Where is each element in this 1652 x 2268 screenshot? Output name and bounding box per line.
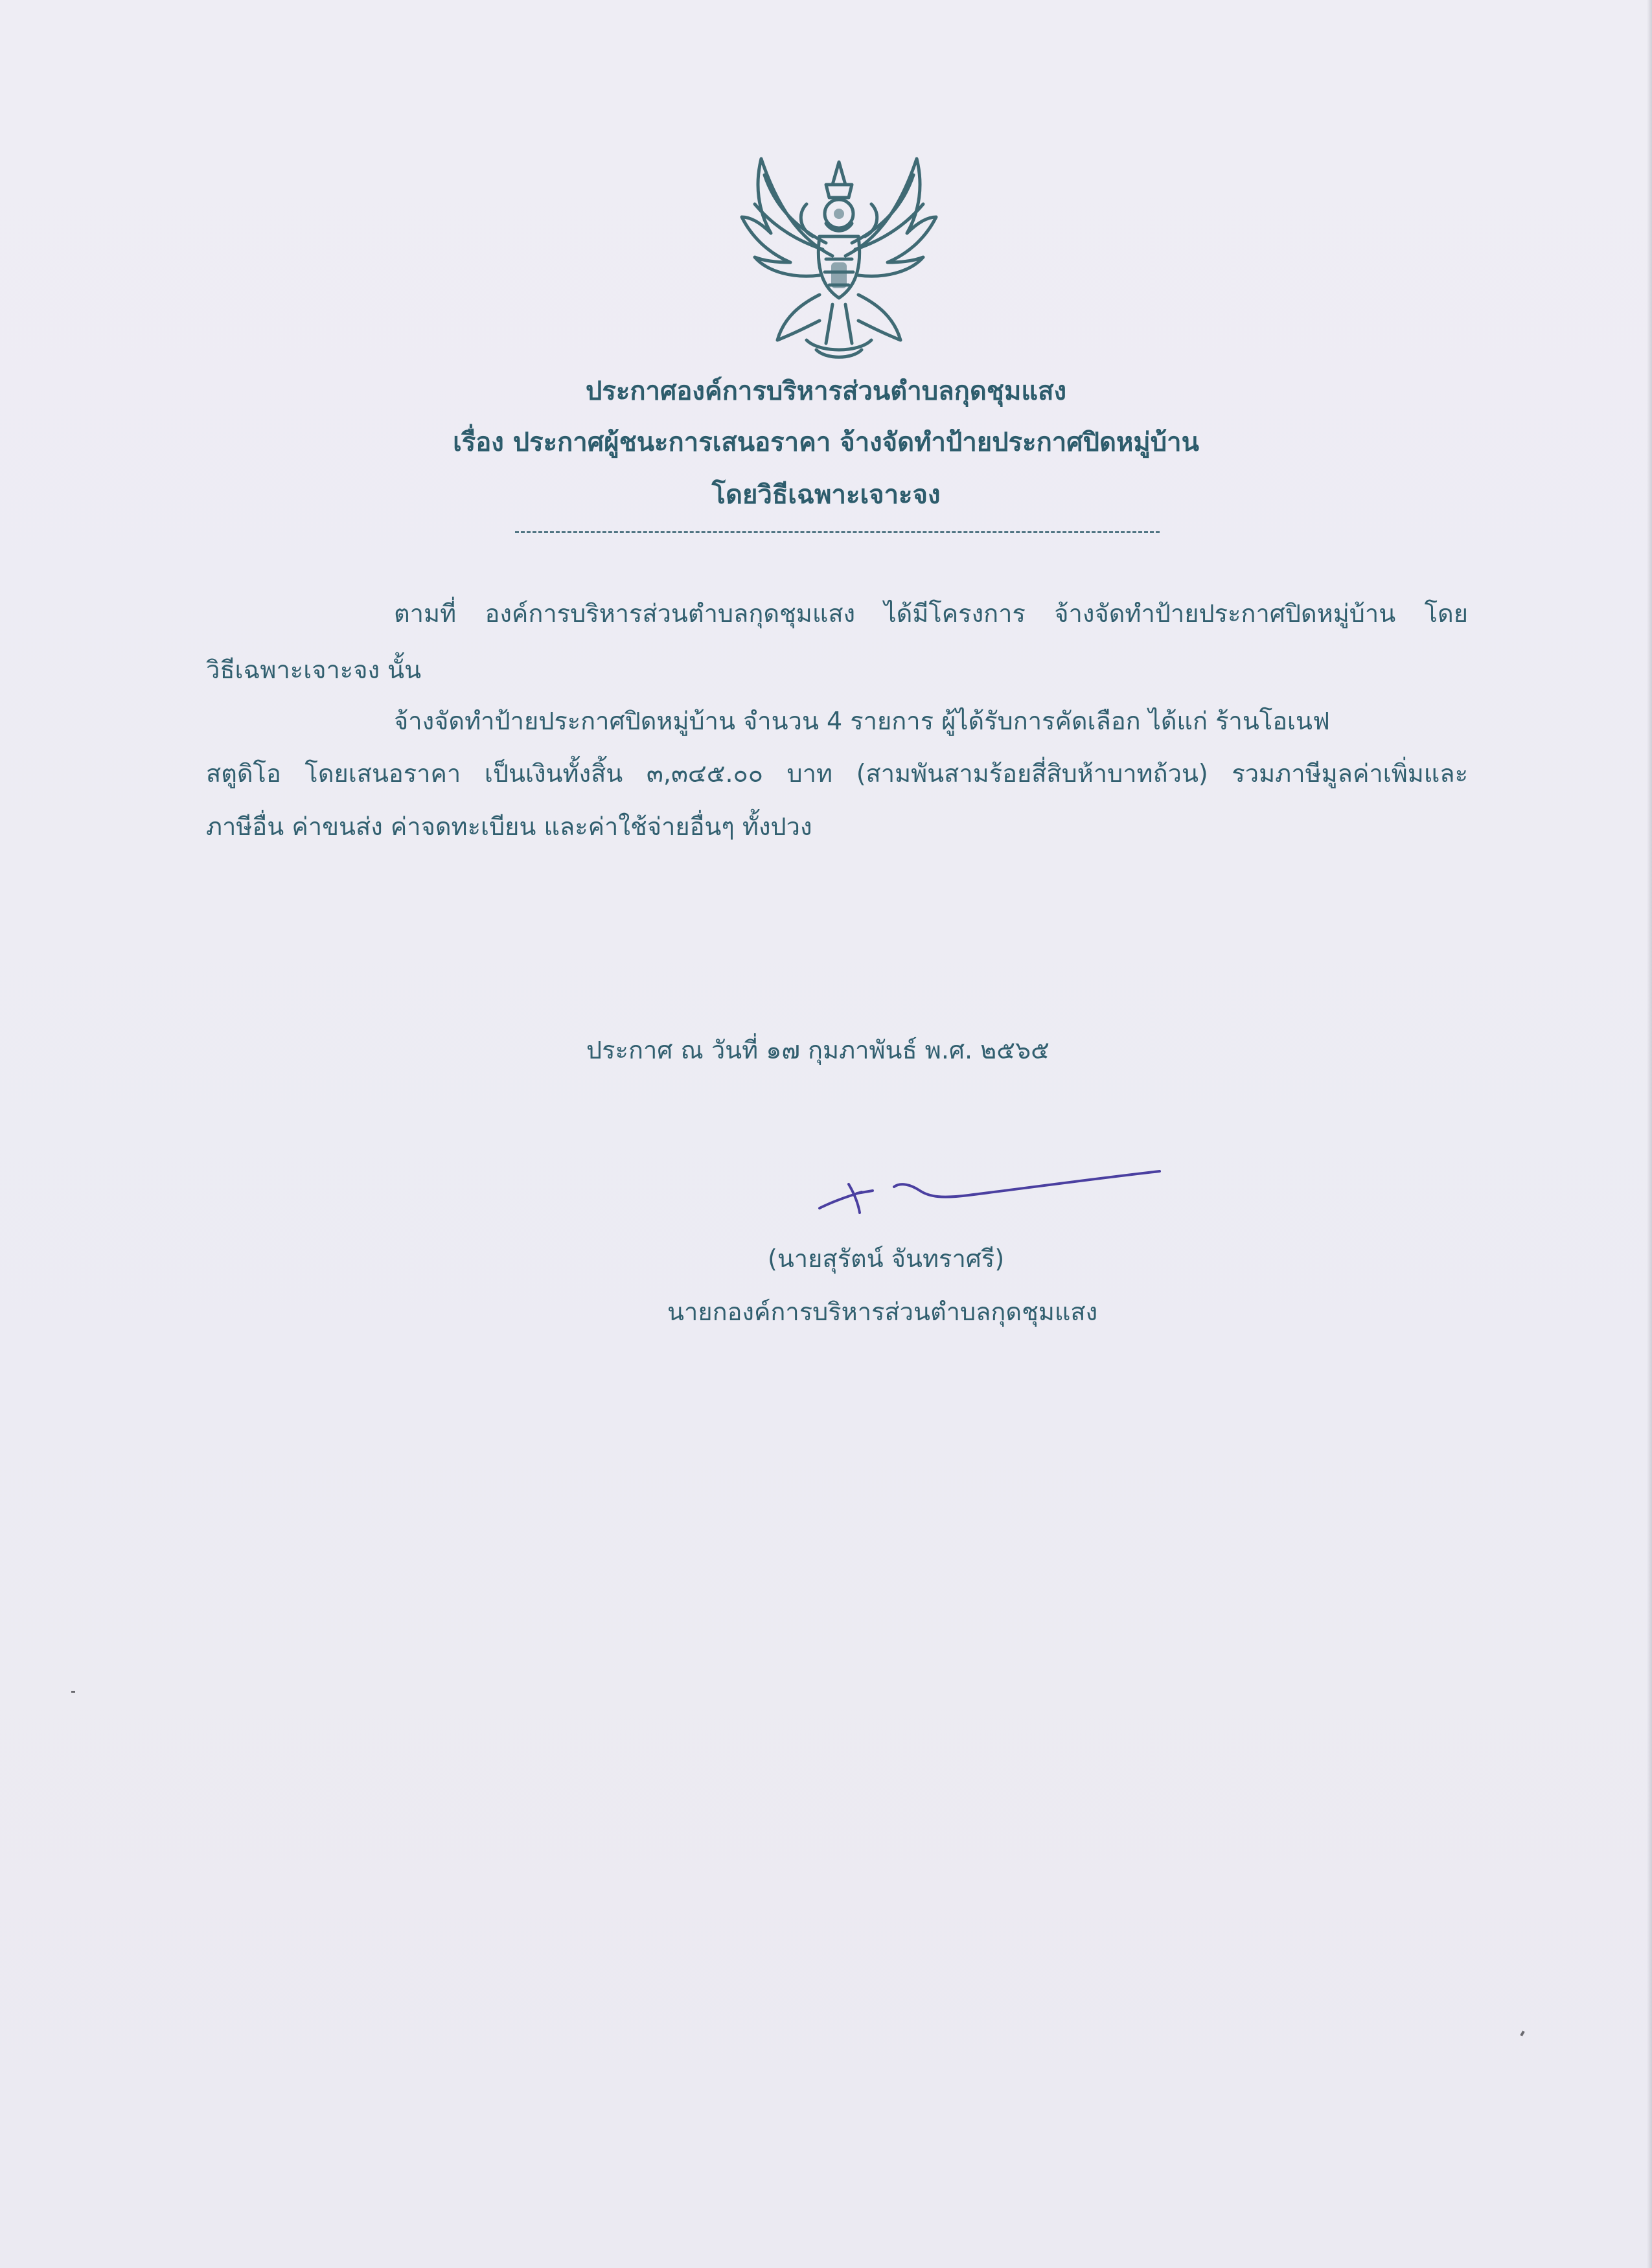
paragraph-2-line-3: ภาษีอื่น ค่าขนส่ง ค่าจดทะเบียน และค่าใช้จ่ายอื่นๆ ทั้งปวง	[206, 812, 812, 841]
announcement-method: โดยวิธีเฉพาะเจาะจง	[711, 480, 941, 510]
handwritten-signature-icon	[813, 1160, 1163, 1224]
announcement-title: ประกาศองค์การบริหารส่วนตำบลกุดชุมแสง	[585, 376, 1067, 406]
paragraph-1-line-1: ตามที่ องค์การบริหารส่วนตำบลกุดชุมแสง ได้มีโครงการ จ้างจัดทำป้ายประกาศปิดหมู่บ้าน โดย	[394, 599, 1468, 628]
paragraph-2-line-1: จ้างจัดทำป้ายประกาศปิดหมู่บ้าน จำนวน 4 รายการ ผู้ได้รับการคัดเลือก ได้แก่ ร้านโอเนฟ	[394, 707, 1330, 735]
header-divider	[515, 531, 1160, 533]
announcement-subject: เรื่อง ประกาศผู้ชนะการเสนอราคา จ้างจัดทำป้ายประกาศปิดหมู่บ้าน	[453, 428, 1199, 457]
signer-position: นายกองค์การบริหารส่วนตำบลกุดชุมแสง	[667, 1298, 1098, 1326]
page-edge-shadow	[1647, 0, 1652, 2268]
paragraph-2-line-2: สตูดิโอ โดยเสนอราคา เป็นเงินทั้งสิ้น ๓,๓๔๕.๐๐ บาท (สามพันสามร้อยสี่สิบห้าบาทถ้วน) รวมภาษีมูลค่าเพิ่มและ	[206, 759, 1468, 788]
announcement-date: ประกาศ ณ วันที่ ๑๗ กุมภาพันธ์ พ.ศ. ๒๕๖๕	[586, 1036, 1050, 1064]
signer-name: (นายสุรัตน์ จันทราศรี)	[768, 1244, 1005, 1273]
scan-speck	[1520, 2031, 1524, 2037]
garuda-emblem-icon	[735, 146, 943, 366]
scan-speck	[71, 1691, 75, 1693]
paragraph-1-line-2: วิธีเฉพาะเจาะจง นั้น	[206, 656, 422, 684]
